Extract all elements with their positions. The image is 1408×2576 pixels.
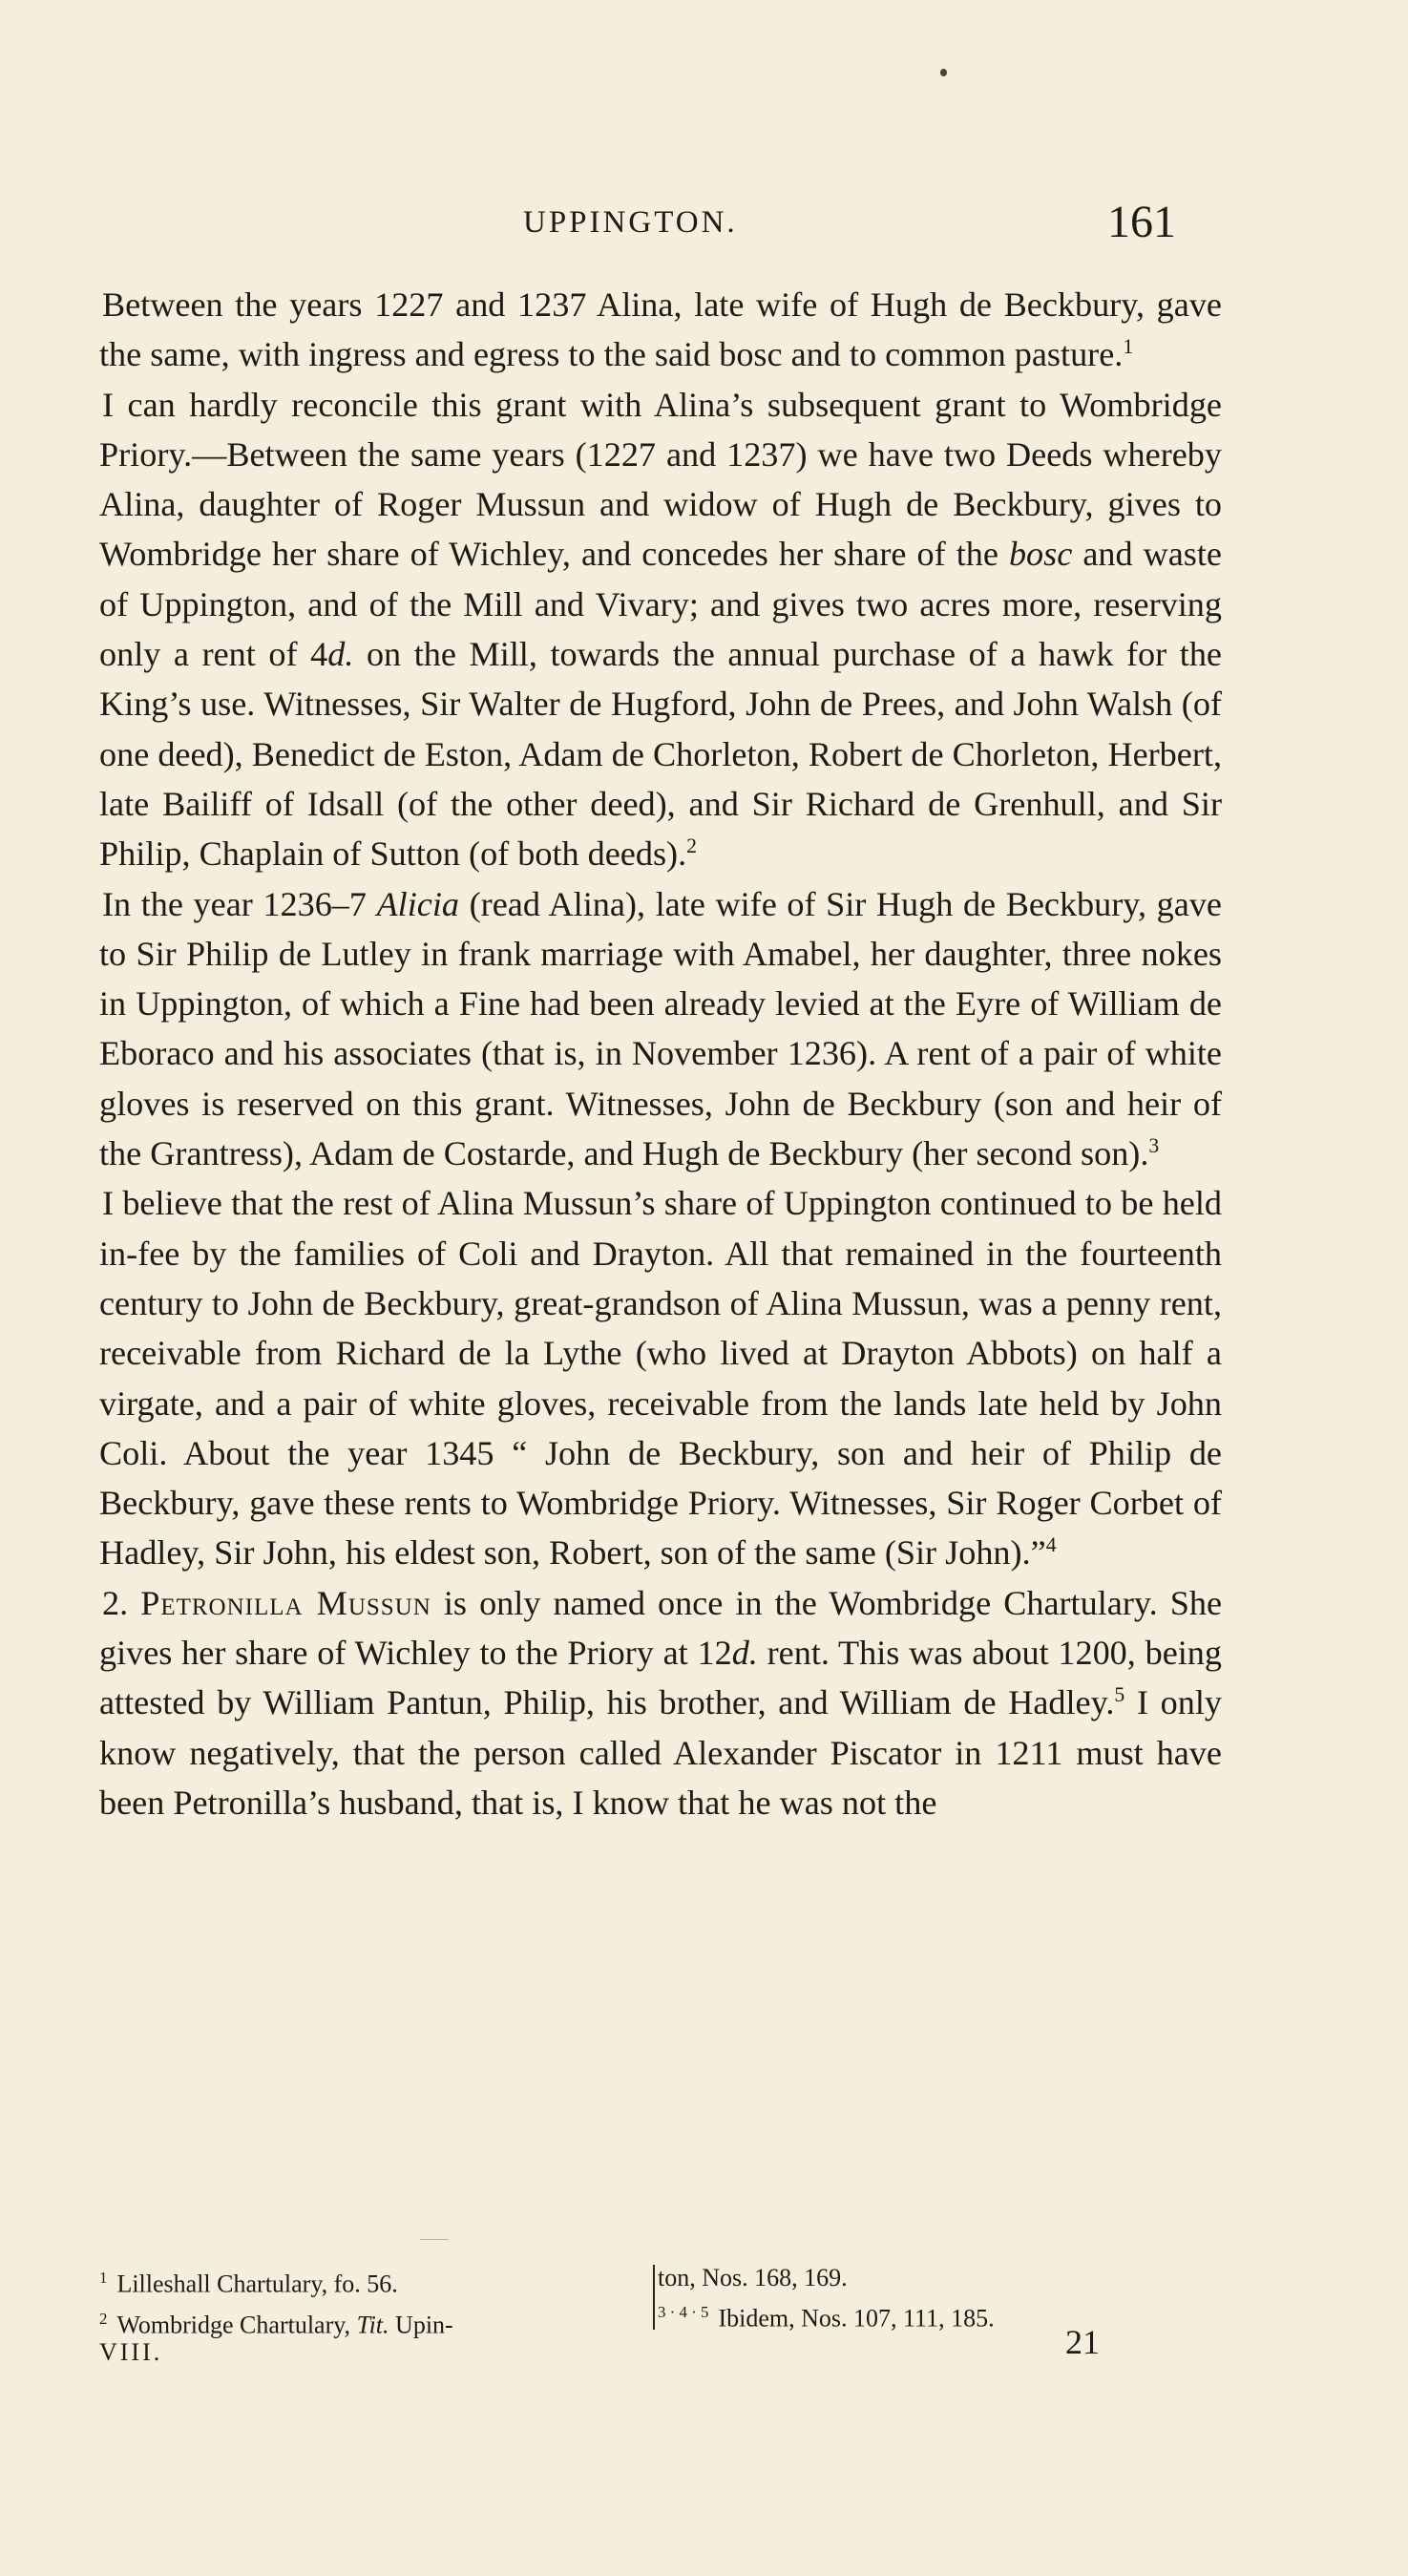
- footnote-reference: 5: [1114, 1683, 1125, 1707]
- footnote-text: Wombridge Chartulary,: [116, 2311, 357, 2339]
- footnote-2: [99, 2302, 634, 2343]
- paragraph: [99, 1578, 1222, 1827]
- footnote-number: 1: [99, 2269, 108, 2287]
- paragraph: [99, 280, 1222, 380]
- footnote-text-italic: Tit.: [356, 2311, 389, 2339]
- text-run: 2.: [102, 1583, 141, 1622]
- running-head: UPPINGTON.: [523, 205, 738, 240]
- footnote-reference: 1: [1123, 335, 1134, 359]
- paragraph: [99, 1178, 1222, 1577]
- text-run: (read Alina), late wife of Sir Hugh de Beckbury, gave to Sir Philip de Lutley in frank marriage with Amabel, her daughter, three nokes in Uppington, of which a Fine had been already levied at the Eyre of William de Eboraco and his associates (that is, in November 1236). A rent of a pair of white gloves is reserved on this grant. Witnesses, John de Beckbury (son and heir of the Grantress), Adam de Costarde, and Hugh de Beckbury (her second son).: [99, 884, 1222, 1173]
- ink-speck: [940, 69, 947, 76]
- text-run: In the year 1236–7: [102, 884, 377, 923]
- text-run: I believe that the rest of Alina Mussun’s share of Uppington continued to be held in-fee by the families of Coli and Drayton. All that remained in the fourteenth century to John de Beckbury, great-grandson of Alina Mussun, was a penny rent, receivable from Richard de la Lythe (who lived at Drayton Abbots) on half a virgate, and a pair of white gloves, receivable from the lands late held by John Coli. About the year 1345 “ John de Beckbury, son and heir of Philip de Beckbury, gave these rents to Wombridge Priory. Witnesses, Sir Roger Corbet of Hadley, Sir John, his eldest son, Robert, son of the same (Sir John).”: [99, 1184, 1222, 1573]
- footnote-number: 3 · 4 · 5: [658, 2303, 709, 2321]
- footnotes-right-column: [658, 2261, 1230, 2336]
- footnote-text: Upin-: [389, 2311, 453, 2339]
- signature-mark: VIII.: [99, 2338, 163, 2366]
- footnotes-left-column: [99, 2261, 634, 2342]
- page-header: [0, 196, 1408, 253]
- text-run: rent. This was about 1200, being attested by William Pantun, Philip, his brother, and William de Hadley.: [99, 1634, 1222, 1722]
- footnote-reference: 2: [686, 834, 697, 858]
- text-run: I only know negatively, that the person called Alexander Piscator in 1211 must have been Petronilla’s husband, that is, I know that he was not the: [99, 1683, 1222, 1822]
- paragraph: [99, 879, 1222, 1179]
- footnote-text: Lilleshall Chartulary, fo. 56.: [116, 2270, 398, 2298]
- footnote-reference: 4: [1045, 1533, 1057, 1557]
- small-caps-name: Petronilla Mussun: [140, 1583, 431, 1622]
- footnote-text: Ibidem, Nos. 107, 111, 185.: [718, 2304, 995, 2333]
- footnote-rule: [420, 2239, 449, 2240]
- text-run: Between the years 1227 and 1237 Alina, late wife of Hugh de Beckbury, gave the same, with ingress and egress to the said bosc and to common pasture.: [99, 285, 1222, 374]
- footnote-reference: 3: [1148, 1133, 1160, 1157]
- signature-number: 21: [1065, 2323, 1100, 2361]
- footnote-number: 2: [99, 2309, 108, 2328]
- italic-text: bosc: [1008, 535, 1073, 574]
- paragraph: [99, 380, 1222, 879]
- text-run: and waste of Uppington, and of the Mill and Vivary; and gives two acres more, reserving only a rent of 4: [99, 535, 1222, 674]
- body-text: [99, 280, 1222, 1827]
- text-run: I can hardly reconcile this grant with Alina’s subsequent grant to Wombridge Priory.—Between the same years (1227 and 1237) we have two Deeds whereby Alina, daughter of Roger Mussun and widow of Hugh de Beckbury, gives to Wombridge her share of Wichley, and concedes her share of the: [99, 385, 1222, 574]
- footnote-2-continued: ton, Nos. 168, 169.: [658, 2264, 848, 2291]
- text-run: is only named once in the Wombridge Chartulary. She gives her share of Wichley to the Priory at 12: [99, 1583, 1223, 1673]
- italic-text: d.: [327, 635, 354, 674]
- footnote-3-4-5: [658, 2295, 1230, 2336]
- italic-text: Alicia: [376, 884, 460, 923]
- footnote-1: [99, 2261, 634, 2302]
- italic-text: d.: [731, 1634, 758, 1673]
- text-run: on the Mill, towards the annual purchase of a hawk for the King’s use. Witnesses, Sir Walter de Hugford, John de Prees, and John Walsh (of one deed), Benedict de Eston, Adam de Chorleton, Robert de Chorleton, Herbert, late Bailiff of Idsall (of the other deed), and Sir Richard de Grenhull, and Sir Philip, Chaplain of Sutton (of both deeds).: [99, 635, 1222, 874]
- footnote-column-divider: [653, 2265, 655, 2330]
- page-number: 161: [1107, 197, 1176, 247]
